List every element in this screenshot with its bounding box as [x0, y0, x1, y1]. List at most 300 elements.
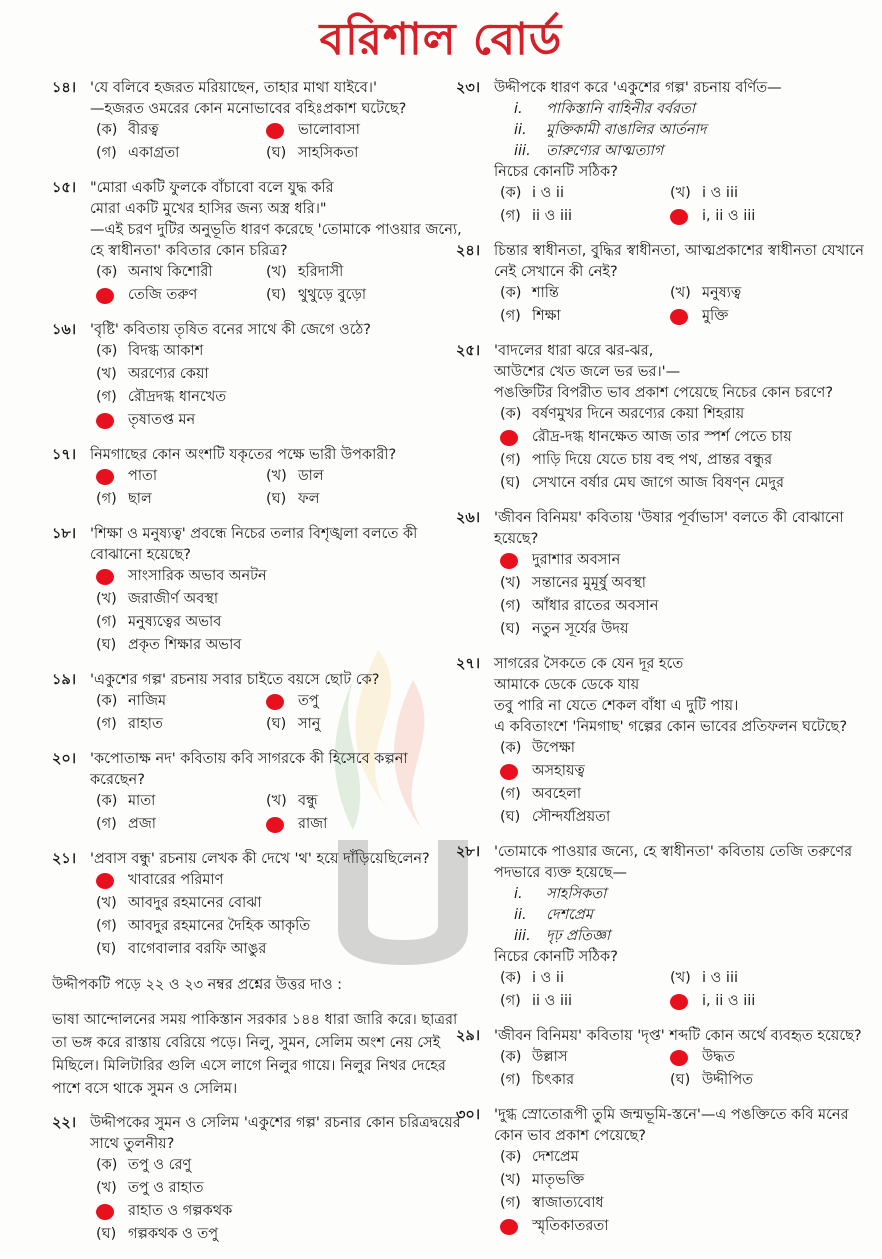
option-text: দেশপ্রেম — [532, 1149, 579, 1165]
option-marker: (গ) — [96, 145, 117, 161]
statement-item — [514, 141, 868, 162]
question-header — [52, 78, 462, 120]
question-header — [456, 241, 868, 283]
options-list — [52, 870, 462, 960]
question-block — [52, 849, 462, 960]
option-marker: (গ) — [96, 614, 117, 630]
question-stem: 'শিক্ষা ও মনুষ্যত্ব' প্রবন্ধে নিচের তলার বিশৃঙ্খলা বলতে কী বোঝানো হয়েছে? — [90, 526, 418, 563]
option-item — [96, 262, 266, 283]
question-number: ২০। — [52, 751, 77, 767]
option-marker: (খ) — [96, 591, 117, 607]
answer-bubble-filled — [96, 288, 114, 304]
option-text: অসহায়ত্ব — [532, 763, 585, 779]
question-block — [456, 654, 868, 828]
option-text: আঁধার রাতের অবসান — [532, 598, 659, 614]
option-item — [96, 939, 456, 960]
option-item — [96, 120, 266, 141]
option-text: শান্তি — [532, 285, 559, 301]
option-marker: (ক) — [500, 185, 522, 201]
option-marker: (গ) — [500, 208, 521, 224]
option-text: তেজি তরুণ — [128, 287, 198, 303]
question-number: ১৭। — [52, 447, 77, 463]
option-item — [266, 285, 436, 306]
option-item — [96, 341, 456, 362]
question-header — [456, 341, 868, 383]
option-text: ভালোবাসা — [298, 122, 360, 138]
option-item — [96, 916, 456, 937]
option-item — [670, 991, 840, 1012]
option-item — [266, 262, 436, 283]
statement-item — [514, 99, 868, 120]
option-marker: (ক) — [500, 1049, 522, 1065]
question-block — [456, 508, 868, 640]
option-marker: (খ) — [500, 575, 521, 591]
question-number: ২৭। — [456, 656, 481, 672]
option-item — [266, 714, 436, 735]
question-block — [456, 1026, 868, 1091]
option-text: উদ্ধত — [702, 1049, 735, 1065]
question-number: ২৩। — [456, 80, 481, 96]
option-marker: (খ) — [266, 264, 287, 280]
statement-numeral: i. — [514, 886, 523, 902]
option-marker: (গ) — [96, 918, 117, 934]
answer-bubble-filled — [670, 309, 688, 325]
option-item — [670, 1070, 840, 1091]
option-item — [670, 1047, 840, 1068]
question-stem: সাগরের সৈকতে কে যেন দূর হতে আমাকে ডেকে ডেকে যায় তবু পারি না যেতে শেকল বাঁধা এ দুটি পায়। — [494, 656, 739, 714]
options-list — [456, 1047, 868, 1091]
option-item — [96, 1224, 456, 1245]
option-item — [500, 550, 860, 571]
options-list — [456, 183, 868, 227]
question-stem: 'দুগ্ধ স্রোতোরূপী তুমি জন্মভূমি-স্তনে'—এ পঙক্তিতে কবি মনের কোন ভাব প্রকাশ পেয়েছে? — [494, 1107, 849, 1144]
option-marker: (গ) — [96, 816, 117, 832]
answer-bubble-filled — [96, 413, 114, 429]
options-list — [52, 691, 462, 735]
question-header — [52, 670, 462, 691]
option-text: ফল — [298, 491, 320, 507]
question-number: ২২। — [52, 1115, 77, 1131]
question-header — [52, 524, 462, 566]
question-number: ২৪। — [456, 243, 481, 259]
option-item — [500, 404, 860, 425]
option-item — [96, 589, 456, 610]
question-header — [52, 749, 462, 791]
option-item — [500, 596, 860, 617]
question-stem: "মোরা একটি ফুলকে বাঁচাবো বলে যুদ্ধ করি মোরা একটি মুখের হাসির জন্য অস্ত্র ধরি।" —এই চরণ দুটির অনুভূতি ধারণ করেছে 'তোমাকে পাওয়ার জন্যে, হে স্বাধীনতা' কবিতার কোন চরিত্র? — [90, 180, 462, 259]
option-text: রৌদ্র-দগ্ধ ধানক্ষেত আজ তার স্পর্শ পেতে চায় — [532, 429, 792, 445]
option-item — [500, 761, 860, 782]
option-item — [266, 120, 436, 141]
option-marker: (ক) — [500, 740, 522, 756]
question-block — [456, 341, 868, 494]
option-marker: (খ) — [266, 468, 287, 484]
option-text: রাহাত — [128, 716, 163, 732]
option-marker: (ঘ) — [96, 637, 117, 653]
option-text: পাতা — [128, 468, 158, 484]
sub-question: নিচের কোনটি সঠিক? — [494, 164, 618, 180]
option-item — [96, 566, 456, 587]
option-marker: (ঘ) — [266, 287, 287, 303]
question-stem: 'বৃষ্টি' কবিতায় তৃষিত বনের সাথে কী জেগে ওঠে? — [90, 322, 371, 338]
question-header — [456, 1105, 868, 1147]
statement-text: দেশপ্রেম — [546, 907, 593, 923]
option-item — [96, 691, 266, 712]
question-header — [456, 654, 868, 717]
option-marker: (ঘ) — [96, 941, 117, 957]
question-header — [456, 842, 868, 884]
option-text: জরাজীর্ণ অবস্থা — [128, 591, 219, 607]
question-number: ৩০। — [456, 1107, 481, 1123]
sub-question: নিচের কোনটি সঠিক? — [494, 949, 618, 965]
statement-item — [514, 120, 868, 141]
question-number: ২৫। — [456, 343, 481, 359]
option-marker: (ঘ) — [96, 1226, 117, 1242]
option-item — [500, 1070, 670, 1091]
option-marker: (ক) — [500, 970, 522, 986]
answer-bubble-filled — [266, 694, 284, 710]
option-marker: (খ) — [96, 1180, 117, 1196]
option-text: উপেক্ষা — [532, 740, 575, 756]
statement-item — [514, 905, 868, 926]
answer-bubble-filled — [96, 469, 114, 485]
option-item — [96, 714, 266, 735]
option-item — [500, 306, 670, 327]
options-list — [456, 738, 868, 828]
options-list — [456, 550, 868, 640]
option-text: চিৎকার — [532, 1072, 575, 1088]
option-item — [670, 968, 840, 989]
options-list — [52, 566, 462, 656]
option-item — [96, 285, 266, 306]
stimulus-intro: উদ্দীপকটি পড়ে ২২ ও ২৩ নম্বর প্রশ্নের উত্তর দাও : — [52, 977, 343, 993]
option-item — [500, 183, 670, 204]
option-marker: (গ) — [500, 308, 521, 324]
option-text: অনাথ কিশোরী — [128, 264, 213, 280]
option-marker: (গ) — [500, 1195, 521, 1211]
options-list — [456, 404, 868, 494]
option-text: তপু ও রেণু — [128, 1157, 192, 1173]
option-marker: (ক) — [96, 122, 118, 138]
answer-bubble-filled — [500, 764, 518, 780]
option-marker: (ঘ) — [266, 145, 287, 161]
option-item — [500, 473, 860, 494]
statement-numeral: i. — [514, 101, 523, 117]
question-block — [52, 445, 462, 510]
option-item — [266, 466, 436, 487]
option-item — [96, 1178, 456, 1199]
statement-text: দৃঢ় প্রতিজ্ঞা — [546, 928, 611, 944]
statement-text: সাহসিকতা — [546, 886, 607, 902]
option-item — [96, 364, 456, 385]
question-block — [52, 320, 462, 431]
statement-numeral: ii. — [514, 907, 527, 923]
question-header — [456, 78, 868, 99]
option-item — [500, 738, 860, 759]
options-list — [52, 466, 462, 510]
statement-list — [456, 884, 868, 947]
question-header — [456, 1026, 868, 1047]
question-block — [52, 1113, 462, 1245]
option-item — [670, 306, 840, 327]
option-text: স্বাজাত্যবোধ — [532, 1195, 604, 1211]
option-text: i ও iii — [702, 970, 739, 986]
option-item — [266, 814, 436, 835]
option-item — [96, 410, 456, 431]
option-marker: (গ) — [96, 491, 117, 507]
option-item — [500, 1193, 860, 1214]
question-number: ২৮। — [456, 844, 481, 860]
option-text: সেখানে বর্ষার মেঘ জাগে আজ বিষণ্ন মেদুর — [532, 475, 785, 491]
board-title: বরিশাল বোর্ড — [319, 14, 563, 65]
question-stem: উদ্দীপকে ধারণ করে 'একুশের গল্প' রচনায় বর্ণিত— — [494, 80, 782, 96]
option-item — [96, 489, 266, 510]
option-item — [96, 466, 266, 487]
option-text: পাড়ি দিয়ে যেতে চায় বহু পথ, প্রান্তর বন্ধুর — [532, 452, 773, 468]
option-text: i ও iii — [702, 185, 739, 201]
option-text: শিক্ষা — [532, 308, 561, 324]
option-marker: (ঘ) — [266, 491, 287, 507]
option-text: দুরাশার অবসান — [532, 552, 621, 568]
question-stem: 'কপোতাক্ষ নদ' কবিতায় কবি সাগরকে কী হিসেবে কল্পনা করেছেন? — [90, 751, 408, 788]
option-text: নতুন সূর্যের উদয় — [532, 621, 629, 637]
question-stem: চিন্তার স্বাধীনতা, বুদ্ধির স্বাধীনতা, আত্মপ্রকাশের স্বাধীনতা যেখানে নেই সেখানে কী নেই? — [494, 243, 864, 280]
option-text: গল্পকথক ও তপু — [128, 1226, 219, 1242]
statement-numeral: iii. — [514, 928, 531, 944]
option-text: মাতা — [128, 793, 156, 809]
option-text: নাজিম — [128, 693, 167, 709]
question-number: ২১। — [52, 851, 77, 867]
statement-numeral: ii. — [514, 122, 527, 138]
options-list — [456, 968, 868, 1012]
question-number: ১৪। — [52, 80, 77, 96]
stimulus-text: ভাষা আন্দোলনের সময় পাকিস্তান সরকার ১৪৪ ধারা জারি করে। ছাত্ররা তা ভঙ্গ করে রাস্তায় বেরিয়ে পড়ে। নিলু, সুমন, সেলিম অংশ নেয় সেই মিছিলে। মিলিটারির গুলি এসে লাগে নিলুর গায়ে। নিলুর নিথর দেহের পাশে বসে থাকে সুমন ও সেলিম। — [52, 1012, 458, 1097]
question-block — [456, 78, 868, 227]
option-text: বিদগ্ধ আকাশ — [128, 343, 204, 359]
question-block — [52, 524, 462, 656]
question-stem: 'যে বলিবে হজরত মরিয়াছেন, তাহার মাথা যাইবে।' —হজরত ওমরের কোন মনোভাবের বহিঃপ্রকাশ ঘটেছে? — [90, 80, 407, 117]
option-text: ছাল — [128, 491, 152, 507]
option-item — [500, 206, 670, 227]
option-text: i, ii ও iii — [702, 993, 756, 1009]
options-list — [52, 791, 462, 835]
option-item — [96, 1155, 456, 1176]
option-marker: (গ) — [500, 598, 521, 614]
option-text: তৃষাতপ্ত মন — [128, 412, 196, 428]
option-marker: (খ) — [96, 895, 117, 911]
option-marker: (খ) — [266, 793, 287, 809]
option-text: থুথুড়ে বুড়ো — [298, 287, 367, 303]
option-item — [500, 573, 860, 594]
option-text: স্মৃতিকাতরতা — [532, 1218, 609, 1234]
question-stem-continued: এ কবিতাংশে 'নিমগাছ' গল্পের কোন ভাবের প্রতিফলন ঘটেছে? — [494, 719, 848, 735]
option-item — [500, 807, 860, 828]
statement-text: পাকিস্তানি বাহিনীর বর্বরতা — [546, 101, 696, 117]
option-text: ii ও iii — [532, 993, 573, 1009]
statement-text: তারুণ্যের আত্মত্যাগ — [546, 143, 664, 159]
option-text: মাতৃভক্তি — [532, 1172, 585, 1188]
option-marker: (ঘ) — [500, 809, 521, 825]
option-marker: (গ) — [96, 716, 117, 732]
question-stem: 'প্রবাস বন্ধু' রচনায় লেখক কী দেখে 'থ' হয়ে দাঁড়িয়েছিলেন? — [90, 851, 430, 867]
option-marker: (ঘ) — [266, 716, 287, 732]
option-marker: (গ) — [500, 993, 521, 1009]
answer-bubble-filled — [266, 817, 284, 833]
option-marker: (গ) — [500, 452, 521, 468]
option-text: রাহাত ও গল্পকথক — [128, 1203, 233, 1219]
options-list — [52, 262, 462, 306]
option-text: মুক্তি — [702, 308, 729, 324]
option-item — [670, 183, 840, 204]
option-text: হরিদাসী — [298, 264, 344, 280]
option-text: i, ii ও iii — [702, 208, 756, 224]
option-marker: (খ) — [96, 366, 117, 382]
option-marker: (ক) — [96, 264, 118, 280]
option-item — [500, 1047, 670, 1068]
option-item — [266, 691, 436, 712]
option-item — [96, 387, 456, 408]
option-text: একাগ্রতা — [128, 145, 180, 161]
question-block — [52, 670, 462, 735]
answer-bubble-filled — [670, 1050, 688, 1066]
option-text: ডাল — [298, 468, 324, 484]
options-list — [52, 341, 462, 431]
question-block — [52, 178, 462, 306]
option-text: সন্তানের মুমূর্ষু অবস্থা — [532, 575, 646, 591]
question-stem: 'একুশের গল্প' রচনায় সবার চাইতে বয়সে ছোট কে? — [90, 672, 380, 688]
option-marker: (ক) — [96, 793, 118, 809]
question-number: ১৯। — [52, 672, 77, 688]
option-item — [500, 427, 860, 448]
question-header — [52, 445, 462, 466]
left-column — [52, 78, 462, 1259]
question-stem: 'তোমাকে পাওয়ার জন্যে, হে স্বাধীনতা' কবিতায় তেজি তরুণের পদভারে ব্যক্ত হয়েছে— — [494, 844, 853, 881]
option-item — [266, 791, 436, 812]
option-marker: (খ) — [670, 970, 691, 986]
answer-bubble-filled — [96, 873, 114, 889]
answer-bubble-filled — [266, 123, 284, 139]
option-text: রাজা — [298, 816, 328, 832]
question-header — [52, 849, 462, 870]
option-text: তপু ও রাহাত — [128, 1180, 204, 1196]
option-text: রৌদ্রদগ্ধ ধানখেত — [128, 389, 227, 405]
statement-text: মুক্তিকামী বাঙালির আর্তনাদ — [546, 122, 707, 138]
option-text: i ও ii — [532, 185, 564, 201]
option-item — [500, 283, 670, 304]
option-text: বন্ধু — [298, 793, 318, 809]
question-block — [52, 78, 462, 164]
option-text: সাংসারিক অভাব অনটন — [128, 568, 267, 584]
option-item — [96, 143, 266, 164]
question-number: ২৯। — [456, 1028, 481, 1044]
option-item — [266, 143, 436, 164]
option-text: অবহেলা — [532, 786, 582, 802]
answer-bubble-filled — [500, 553, 518, 569]
option-marker: (ক) — [96, 693, 118, 709]
answer-bubble-filled — [96, 1204, 114, 1220]
option-marker: (ক) — [96, 1157, 118, 1173]
option-text: মনুষ্যত্বের অভাব — [128, 614, 222, 630]
answer-bubble-filled — [670, 209, 688, 225]
option-marker: (গ) — [500, 1072, 521, 1088]
option-item — [96, 612, 456, 633]
question-header — [456, 508, 868, 550]
option-text: সৌন্দর্যপ্রিয়তা — [532, 809, 611, 825]
question-header — [52, 178, 462, 262]
question-number: ১৫। — [52, 180, 77, 196]
option-text: আবদুর রহমানের বোঝা — [128, 895, 262, 911]
option-marker: (ক) — [500, 406, 522, 422]
options-list — [52, 120, 462, 164]
answer-bubble-filled — [500, 1219, 518, 1235]
option-item — [96, 814, 266, 835]
question-block — [52, 749, 462, 835]
question-block — [456, 1105, 868, 1237]
option-text: সানু — [298, 716, 321, 732]
answer-bubble-filled — [670, 994, 688, 1010]
options-list — [456, 1147, 868, 1237]
answer-bubble-filled — [500, 430, 518, 446]
options-list — [52, 1155, 462, 1245]
option-marker: (গ) — [96, 389, 117, 405]
option-item — [96, 870, 456, 891]
option-text: বর্ষণমুখর দিনে অরণ্যের কেয়া শিহরায় — [532, 406, 745, 422]
question-stem: 'জীবন বিনিময়' কবিতায় 'দৃপ্ত' শব্দটি কোন অর্থে ব্যবহৃত হয়েছে? — [494, 1028, 862, 1044]
option-item — [670, 283, 840, 304]
question-block — [456, 241, 868, 327]
option-item — [96, 635, 456, 656]
question-stem-continued: পঙক্তিটির বিপরীত ভাব প্রকাশ পেয়েছে নিচের কোন চরণে? — [494, 385, 834, 401]
option-item — [500, 1147, 860, 1168]
option-text: উল্লাস — [532, 1049, 568, 1065]
question-stem: নিমগাছের কোন অংশটি যকৃতের পক্ষে ভারী উপকারী? — [90, 447, 397, 463]
option-text: তপু — [298, 693, 319, 709]
option-item — [96, 1201, 456, 1222]
option-marker: (গ) — [500, 786, 521, 802]
statement-numeral: iii. — [514, 143, 531, 159]
option-marker: (ক) — [500, 1149, 522, 1165]
statement-item — [514, 926, 868, 947]
option-item — [500, 991, 670, 1012]
answer-bubble-filled — [96, 569, 114, 585]
question-block — [456, 842, 868, 1012]
option-marker: (খ) — [670, 285, 691, 301]
option-text: প্রকৃত শিক্ষার অভাব — [128, 637, 242, 653]
option-item — [670, 206, 840, 227]
option-marker: (ঘ) — [670, 1072, 691, 1088]
option-item — [96, 791, 266, 812]
question-number: ২৬। — [456, 510, 481, 526]
question-header — [52, 320, 462, 341]
option-item — [500, 968, 670, 989]
option-text: ii ও iii — [532, 208, 573, 224]
option-text: উদ্দীপিত — [702, 1072, 754, 1088]
right-column — [456, 78, 868, 1251]
question-number: ১৬। — [52, 322, 77, 338]
question-number: ১৮। — [52, 526, 77, 542]
option-item — [266, 489, 436, 510]
option-marker: (ঘ) — [500, 621, 521, 637]
option-marker: (ক) — [500, 285, 522, 301]
option-item — [500, 1216, 860, 1237]
option-text: সাহসিকতা — [298, 145, 359, 161]
option-marker: (ঘ) — [500, 475, 521, 491]
question-stem: 'বাদলের ধারা ঝরে ঝর-ঝর, আউশের খেত জলে ভর ভর।'— — [494, 343, 681, 380]
option-text: প্রজা — [128, 816, 157, 832]
option-text: মনুষ্যত্ব — [702, 285, 742, 301]
statement-item — [514, 884, 868, 905]
option-item — [500, 450, 860, 471]
